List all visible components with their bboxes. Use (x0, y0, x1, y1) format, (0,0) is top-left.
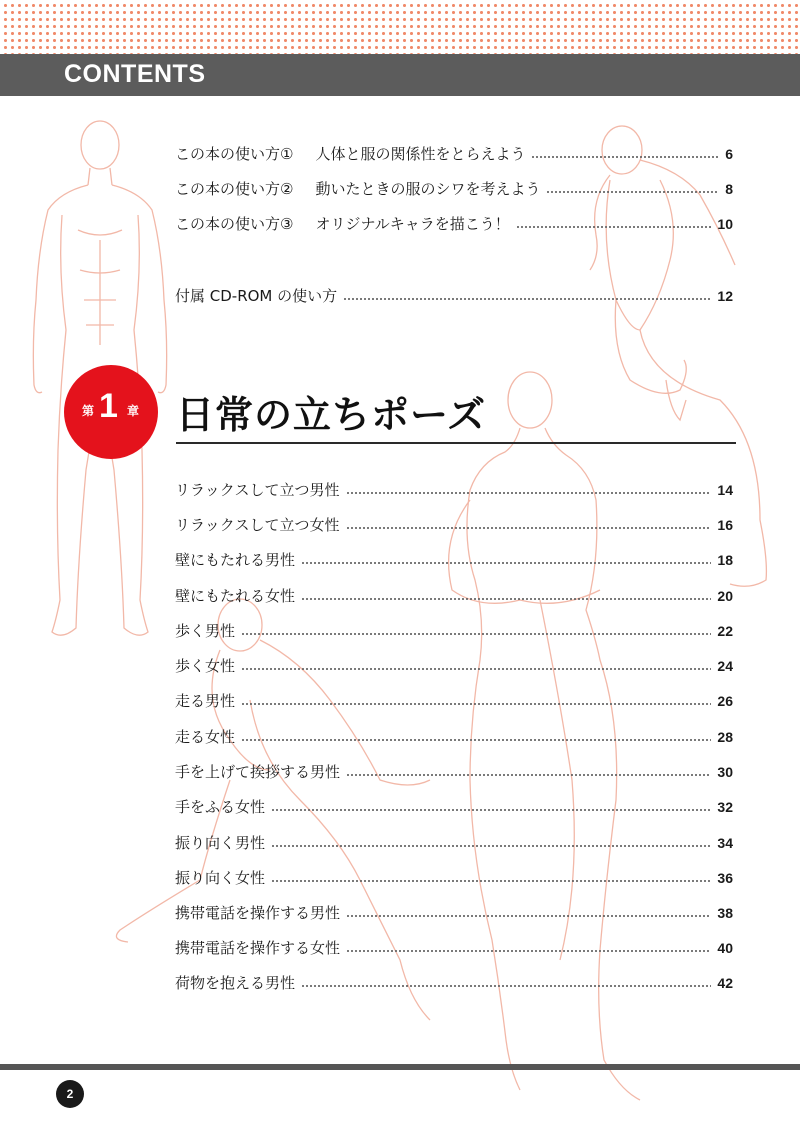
toc-item[interactable] (175, 478, 733, 502)
toc-item[interactable] (175, 548, 733, 572)
toc-item-subtitle: オリジナルキャラを描こう！ (315, 215, 510, 233)
chapter-divider (176, 442, 736, 444)
dotted-leader (343, 298, 711, 300)
dotted-leader (346, 774, 711, 776)
toc-item-title: 付属 CD-ROM の使い方 (175, 287, 338, 305)
dotted-leader (301, 562, 711, 564)
toc-item-page: 6 (725, 146, 733, 162)
toc-item-page: 14 (717, 482, 733, 498)
dotted-leader (241, 739, 711, 741)
toc-item-title: 走る女性 (175, 728, 236, 746)
toc-item[interactable] (175, 866, 733, 890)
toc-item-page: 34 (717, 835, 733, 851)
toc-item[interactable] (175, 760, 733, 784)
toc-item-page: 32 (717, 799, 733, 815)
chapter-title: 日常の立ちポーズ (176, 393, 487, 437)
chapter-badge-suffix: 章 (127, 404, 140, 418)
toc-item-page: 20 (717, 588, 733, 604)
dotted-leader (271, 845, 711, 847)
toc-item[interactable] (175, 584, 733, 608)
toc-item-title: 歩く女性 (175, 657, 236, 675)
contents-header-bar (0, 54, 800, 96)
chapter-badge-prefix: 第 (82, 404, 95, 418)
toc-item-cdrom[interactable] (175, 284, 733, 308)
toc-item-title: 壁にもたれる女性 (175, 587, 296, 605)
toc-item[interactable] (175, 936, 733, 960)
toc-item[interactable] (175, 513, 733, 537)
toc-item-page: 12 (717, 288, 733, 304)
toc-item-subtitle: 動いたときの服のシワを考えよう (315, 180, 541, 198)
dotted-leader (346, 950, 711, 952)
toc-item-title: 走る男性 (175, 692, 236, 710)
dotted-leader (546, 191, 719, 193)
toc-item-title: 壁にもたれる男性 (175, 551, 296, 569)
toc-item-page: 22 (717, 623, 733, 639)
toc-item-page: 16 (717, 517, 733, 533)
toc-item[interactable] (175, 901, 733, 925)
toc-item-title: この本の使い方② (175, 180, 294, 198)
toc-item-title: 荷物を抱える男性 (175, 974, 296, 992)
dotted-leader (241, 668, 711, 670)
toc-item-page: 40 (717, 940, 733, 956)
toc-item-title: 手を上げて挨拶する男性 (175, 763, 341, 781)
toc-item-page: 26 (717, 693, 733, 709)
dotted-leader (271, 880, 711, 882)
dotted-leader (241, 703, 711, 705)
dotted-leader (346, 492, 712, 494)
toc-item-page: 8 (725, 181, 733, 197)
toc-item-title: この本の使い方① (175, 145, 294, 163)
toc-item-title: 手をふる女性 (175, 798, 266, 816)
toc-item-page: 36 (717, 870, 733, 886)
dotted-leader (346, 915, 711, 917)
toc-item-page: 10 (717, 216, 733, 232)
toc-item-page: 24 (717, 658, 733, 674)
toc-item-title: リラックスして立つ男性 (175, 481, 340, 499)
toc-item-title: この本の使い方③ (175, 215, 294, 233)
toc-item[interactable] (175, 619, 733, 643)
toc-item-title: リラックスして立つ女性 (175, 516, 340, 534)
contents-title: CONTENTS (64, 60, 206, 88)
toc-item[interactable] (175, 831, 733, 855)
toc-item-page: 28 (717, 729, 733, 745)
toc-item-intro-2[interactable] (175, 177, 733, 201)
toc-item[interactable] (175, 725, 733, 749)
toc-item-title: 振り向く男性 (175, 834, 266, 852)
toc-item[interactable] (175, 795, 733, 819)
dot-pattern-banner (0, 0, 800, 54)
toc-item-title: 歩く男性 (175, 622, 236, 640)
dotted-leader (346, 527, 712, 529)
dotted-leader (516, 226, 712, 228)
toc-item[interactable] (175, 689, 733, 713)
toc-item-subtitle: 人体と服の関係性をとらえよう (315, 145, 526, 163)
toc-item-page: 30 (717, 764, 733, 780)
page-number-badge: 2 (56, 1080, 84, 1108)
toc-item[interactable] (175, 971, 733, 995)
toc-item-title: 携帯電話を操作する女性 (175, 939, 341, 957)
chapter-badge (64, 365, 158, 459)
footer-divider (0, 1064, 800, 1070)
dotted-leader (271, 809, 711, 811)
dotted-leader (241, 633, 711, 635)
dotted-leader (301, 985, 711, 987)
toc-item-intro-1[interactable] (175, 142, 733, 166)
dotted-leader (531, 156, 719, 158)
toc-item-intro-3[interactable] (175, 212, 733, 236)
chapter-badge-number: 1 (99, 387, 118, 425)
dotted-leader (301, 598, 711, 600)
toc-item-title: 携帯電話を操作する男性 (175, 904, 341, 922)
toc-item[interactable] (175, 654, 733, 678)
toc-item-page: 42 (717, 975, 733, 991)
toc-item-page: 18 (717, 552, 733, 568)
toc-item-page: 38 (717, 905, 733, 921)
toc-item-title: 振り向く女性 (175, 869, 266, 887)
